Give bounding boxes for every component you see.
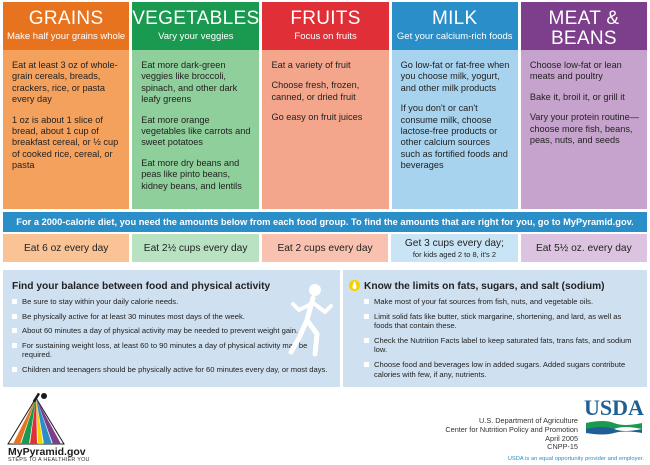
grains-column [3, 2, 129, 209]
agency-line: CNPP-15 [547, 442, 578, 452]
oil-drop-icon [349, 278, 360, 293]
fruits-tip: Choose fresh, frozen, canned, or dried fruit [271, 80, 360, 102]
vegetables-tip: Eat more dry beans and peas like pinto beans, kidney beans, and lentils [141, 157, 242, 191]
milk-body [392, 50, 518, 209]
fruits-column [262, 2, 388, 209]
limits-item-text: Choose food and beverages low in added sugars. Added sugars contribute calories with few, if any, nutrients. [374, 359, 626, 379]
grains-title: GRAINS [28, 8, 104, 29]
limits-item-text: Make most of your fat sources from fish, nuts, and vegetable oils. [374, 297, 594, 306]
equal-opportunity-note: USDA is an equal opportunity provider and employer. [507, 456, 644, 462]
meat-beans-amount [521, 234, 647, 262]
fruits-subtitle: Focus on fruits [294, 31, 357, 42]
milk-title: MILK [431, 8, 478, 29]
grains-amount-text: Eat 6 oz every day [24, 242, 109, 254]
bullet-icon [364, 338, 369, 343]
bullet-icon [12, 343, 17, 348]
activity-title: Find your balance between food and physical activity [12, 281, 271, 292]
grains-tip: Eat at least 3 oz of whole-grain cereals, breads, crackers, rice, or pasta every day [12, 60, 118, 105]
limits-item [364, 312, 640, 331]
vegetables-amount-text: Eat 2½ cups every day [143, 242, 248, 254]
bullet-icon [364, 314, 369, 319]
calorie-banner: For a 2000-calorie diet, you need the amounts below from each food group. To find the amounts that are right for you, go to MyPyramid.gov. [3, 212, 647, 232]
fruits-title: FRUITS [290, 8, 361, 29]
vegetables-amount [132, 234, 258, 262]
vegetables-tip: Eat more orange vegetables like carrots and sweet potatoes [141, 114, 251, 148]
activity-item-text: For sustaining weight loss, at least 60 to 90 minutes a day of physical activity may be required. [22, 340, 308, 360]
milk-header [392, 2, 518, 50]
vegetables-subtitle: Vary your veggies [158, 31, 234, 42]
milk-column [392, 2, 518, 209]
limits-item-text: Check the Nutrition Facts label to keep saturated fats, trans fats, and sodium low. [374, 335, 632, 355]
meat-beans-title: MEAT & BEANS [548, 8, 620, 49]
vegetables-header [132, 2, 259, 50]
fruits-tip: Eat a variety of fruit [271, 60, 351, 70]
meat-beans-amount-text: Eat 5½ oz. every day [535, 242, 632, 254]
fruits-header [262, 2, 388, 50]
vegetables-body [132, 50, 259, 209]
activity-panel [3, 270, 340, 387]
milk-amount-note: for kids aged 2 to 8, it's 2 [412, 249, 496, 259]
limits-title: Know the limits on fats, sugars, and salt (sodium) [364, 281, 605, 292]
bullet-icon [12, 328, 17, 333]
fruits-amount [262, 234, 388, 262]
activity-item-text: Be sure to stay within your daily calorie needs. [22, 297, 179, 306]
milk-amount-text: Get 3 cups every day; [404, 237, 504, 249]
grains-body [3, 50, 129, 209]
milk-subtitle: Get your calcium-rich foods [396, 31, 513, 42]
limits-list [364, 297, 640, 384]
bullet-icon [364, 362, 369, 367]
milk-amount [391, 234, 517, 262]
runner-icon [285, 282, 335, 357]
meat-beans-column [521, 2, 647, 209]
bullet-icon [364, 299, 369, 304]
agency-line: Center for Nutrition Policy and Promotion [445, 424, 578, 434]
limits-item [364, 360, 640, 379]
vegetables-title: VEGETABLES [132, 8, 260, 29]
milk-tip: If you don't or can't consume milk, choose lactose-free products or other calcium sources such as fortified foods and beverages [400, 103, 508, 171]
logo-name: MyPyramid.gov [8, 446, 86, 458]
limits-item-text: Limit solid fats like butter, stick margarine, shortening, and lard, as well as foods that contain these. [374, 311, 622, 331]
activity-item-text: About 60 minutes a day of physical activity may be needed to prevent weight gain. [22, 326, 299, 336]
agency-info [445, 417, 578, 452]
activity-item-text: Be physically active for at least 30 minutes most days of the week. [22, 311, 245, 321]
food-group-columns [3, 2, 647, 209]
activity-item [12, 365, 334, 375]
milk-tip: Go low-fat or fat-free when you choose milk, yogurt, and other milk products [400, 60, 510, 93]
agency-line: U.S. Department of Agriculture [479, 416, 578, 425]
grains-subtitle: Make half your grains whole [6, 31, 126, 42]
limits-item [364, 297, 640, 307]
vegetables-column [132, 2, 259, 209]
activity-item-text: Children and teenagers should be physically active for 60 minutes every day, or most days. [22, 364, 328, 374]
grains-header [3, 2, 129, 50]
limits-item [364, 336, 640, 355]
fruits-amount-text: Eat 2 cups every day [277, 242, 373, 254]
meat-beans-body [521, 50, 647, 209]
vegetables-tip: Eat more dark-green veggies like broccoli, spinach, and other dark leafy greens [141, 60, 238, 105]
meat-beans-header [521, 2, 647, 50]
meat-beans-tip: Vary your protein routine—choose more fish, beans, peas, nuts, and seeds [529, 112, 639, 146]
bullet-icon [12, 299, 17, 304]
meat-beans-tip: Bake it, broil it, or grill it [529, 91, 625, 102]
logo-tagline: STEPS TO A HEALTHIER YOU [8, 457, 90, 463]
usda-logo-icon [584, 393, 644, 435]
grains-amount [3, 234, 129, 262]
agency-line: April 2005 [545, 433, 578, 443]
bullet-icon [12, 314, 17, 319]
limits-panel [343, 270, 647, 387]
meat-beans-tip: Choose low-fat or lean meats and poultry [529, 60, 622, 82]
fruits-tip: Go easy on fruit juices [271, 112, 363, 123]
grains-tip: 1 oz is about 1 slice of bread, about 1 cup of breakfast cereal, or ½ cup of cooked rice, cereal, or pasta [12, 114, 119, 171]
daily-amounts-row [3, 234, 647, 262]
usda-logo-text: USDA [584, 395, 644, 420]
fruits-body [262, 50, 388, 209]
bullet-icon [12, 367, 17, 372]
